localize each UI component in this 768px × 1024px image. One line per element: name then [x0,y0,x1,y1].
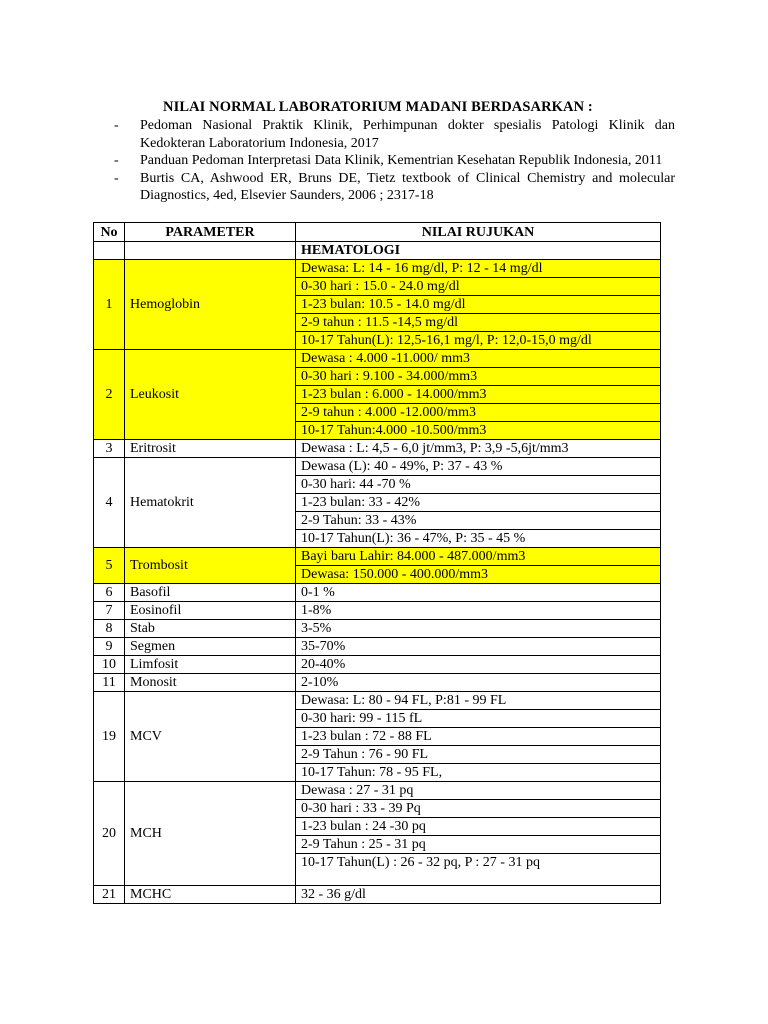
reference-value: 1-23 bulan : 72 - 88 FL [296,728,661,746]
row-number: 21 [94,886,125,904]
row-number: 2 [94,350,125,440]
reference-value: 2-9 Tahun: 33 - 43% [296,512,661,530]
reference-value: 2-9 Tahun : 76 - 90 FL [296,746,661,764]
reference-item [114,170,675,205]
table-row [94,602,661,620]
reference-value: Dewasa: 150.000 - 400.000/mm3 [296,566,661,584]
table-row [94,620,661,638]
parameter-name: Stab [125,620,296,638]
row-number: 8 [94,620,125,638]
table-row [94,782,661,800]
reference-value: Dewasa : L: 4,5 - 6,0 jt/mm3, P: 3,9 -5,6jt/mm3 [296,440,661,458]
reference-item [114,117,675,152]
parameter-name: Hemoglobin [125,260,296,350]
table-body [94,242,661,904]
table-row [94,458,661,476]
reference-value: 10-17 Tahun:4.000 -10.500/mm3 [296,422,661,440]
reference-value: Dewasa: L: 80 - 94 FL, P:81 - 99 FL [296,692,661,710]
reference-value: 0-30 hari : 15.0 - 24.0 mg/dl [296,278,661,296]
reference-value: Bayi baru Lahir: 84.000 - 487.000/mm3 [296,548,661,566]
reference-value: 0-1 % [296,584,661,602]
reference-value: Dewasa : 27 - 31 pq [296,782,661,800]
row-number: 5 [94,548,125,584]
list-dash: - [114,118,119,133]
parameter-name: MCH [125,782,296,886]
parameter-name: Basofil [125,584,296,602]
reference-value: 2-9 Tahun : 25 - 31 pq [296,836,661,854]
section-spacer [125,242,296,260]
parameter-name: Limfosit [125,656,296,674]
reference-value: Dewasa : 4.000 -11.000/ mm3 [296,350,661,368]
header-parameter: PARAMETER [125,223,296,242]
reference-value: Dewasa (L): 40 - 49%, P: 37 - 43 % [296,458,661,476]
header-no: No [94,223,125,242]
reference-value: 1-23 bulan : 24 -30 pq [296,818,661,836]
reference-value: 1-23 bulan: 33 - 42% [296,494,661,512]
parameter-name: Monosit [125,674,296,692]
reference-value: Dewasa: L: 14 - 16 mg/dl, P: 12 - 14 mg/dl [296,260,661,278]
document-title: NILAI NORMAL LABORATORIUM MADANI BERDASARKAN : [163,99,593,115]
parameter-name: Eosinofil [125,602,296,620]
reference-item [114,152,675,170]
row-number: 11 [94,674,125,692]
parameter-name: MCHC [125,886,296,904]
table-row [94,440,661,458]
table-row [94,260,661,278]
parameter-name: Eritrosit [125,440,296,458]
table-row [94,638,661,656]
table-row [94,656,661,674]
reference-value: 2-9 tahun : 4.000 -12.000/mm3 [296,404,661,422]
reference-value: 1-23 bulan : 6.000 - 14.000/mm3 [296,386,661,404]
reference-text: Pedoman Nasional Praktik Klinik, Perhimpunan dokter spesialis Patologi Klinik dan Kedokteran Laboratorium Indonesia, 2017 [140,118,675,151]
parameter-name: Hematokrit [125,458,296,548]
section-spacer [94,242,125,260]
list-dash: - [114,153,119,168]
header-row [94,223,661,242]
row-number: 19 [94,692,125,782]
row-number: 20 [94,782,125,886]
reference-value: 3-5% [296,620,661,638]
header-value: NILAI RUJUKAN [296,223,661,242]
table-row [94,584,661,602]
table-row [94,692,661,710]
row-number: 4 [94,458,125,548]
parameter-name: Trombosit [125,548,296,584]
parameter-name: MCV [125,692,296,782]
table-row [94,350,661,368]
row-number: 6 [94,584,125,602]
section-heading: HEMATOLOGI [296,242,661,260]
reference-value: 1-8% [296,602,661,620]
parameter-name: Segmen [125,638,296,656]
reference-value: 10-17 Tahun(L) : 26 - 32 pq, P : 27 - 31 pq [296,854,661,886]
list-dash: - [114,170,119,186]
reference-value: 10-17 Tahun(L): 36 - 47%, P: 35 - 45 % [296,530,661,548]
table-row [94,548,661,566]
reference-value: 0-30 hari : 33 - 39 Pq [296,800,661,818]
reference-value: 0-30 hari: 44 -70 % [296,476,661,494]
row-number: 10 [94,656,125,674]
lab-reference-table [93,222,661,904]
reference-text: Panduan Pedoman Interpretasi Data Klinik, Kementrian Kesehatan Republik Indonesia, 2011 [140,153,663,168]
section-row [94,242,661,260]
reference-value: 10-17 Tahun: 78 - 95 FL, [296,764,661,782]
reference-value: 32 - 36 g/dl [296,886,661,904]
reference-value: 35-70% [296,638,661,656]
row-number: 9 [94,638,125,656]
reference-value: 20-40% [296,656,661,674]
reference-value: 2-10% [296,674,661,692]
row-number: 3 [94,440,125,458]
table-row [94,886,661,904]
reference-value: 0-30 hari: 99 - 115 fL [296,710,661,728]
reference-value: 2-9 tahun : 11.5 -14,5 mg/dl [296,314,661,332]
table-row [94,674,661,692]
parameter-name: Leukosit [125,350,296,440]
row-number: 1 [94,260,125,350]
reference-list [114,117,675,205]
row-number: 7 [94,602,125,620]
reference-value: 10-17 Tahun(L): 12,5-16,1 mg/l, P: 12,0-15,0 mg/dl [296,332,661,350]
reference-value: 0-30 hari : 9.100 - 34.000/mm3 [296,368,661,386]
reference-value: 1-23 bulan: 10.5 - 14.0 mg/dl [296,296,661,314]
reference-text: Burtis CA, Ashwood ER, Bruns DE, Tietz textbook of Clinical Chemistry and molecular Diagnostics, 4ed, Elsevier Saunders, 2006 ; 2317-18 [140,170,675,203]
